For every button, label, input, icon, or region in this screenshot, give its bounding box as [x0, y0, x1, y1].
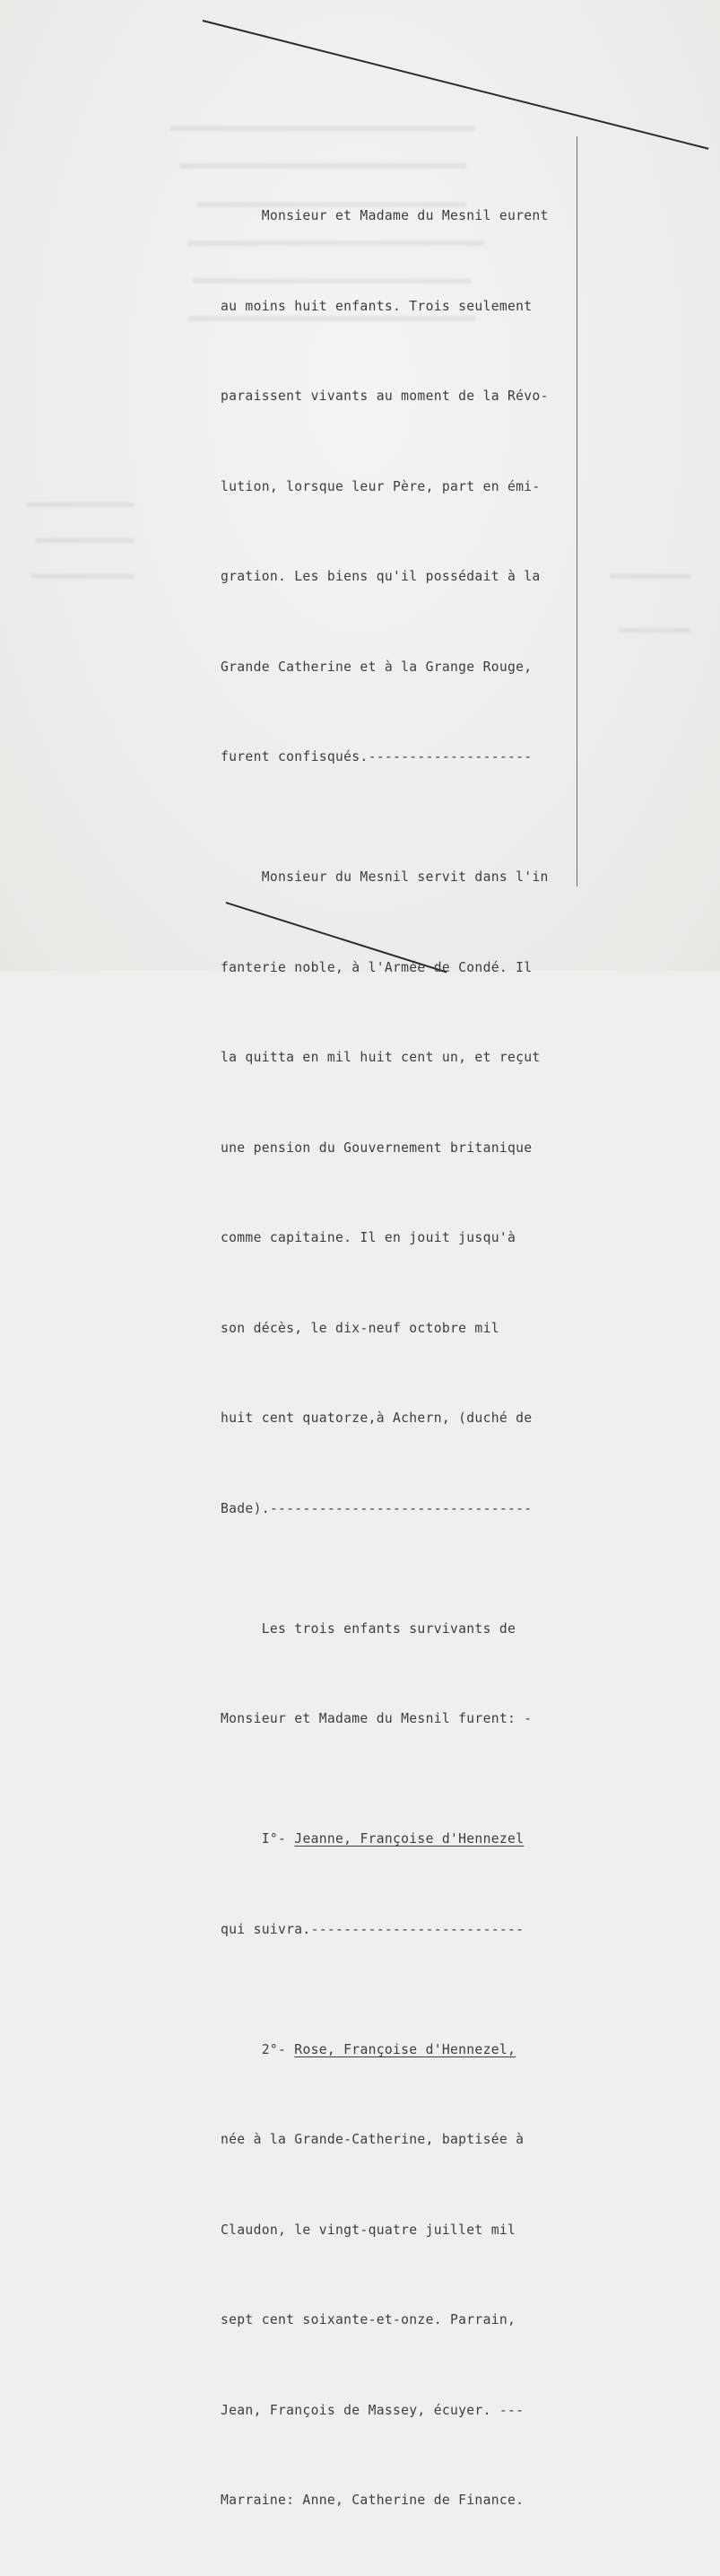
child-1-heading [221, 1824, 597, 1855]
text-line: fanterie noble, à l'Armée de Condé. Il [221, 959, 533, 975]
text-line: sept cent soixante-et-onze. Parrain, [221, 2312, 516, 2327]
text-line: Grande Catherine et à la Grange Rouge, [221, 659, 533, 675]
text-line: Monsieur et Madame du Mesnil eurent [221, 208, 549, 223]
child-2-number: 2°- [221, 2041, 295, 2057]
text-line: au moins huit enfants. Trois seulement [221, 298, 533, 314]
text-line: huit cent quatorze,à Achern, (duché de [221, 1410, 533, 1426]
text-line: la quitta en mil huit cent un, et reçut [221, 1050, 541, 1065]
text-line: née à la Grande-Catherine, baptisée à [221, 2132, 525, 2147]
text-line: Marraine: Anne, Catherine de Finance. [221, 2493, 525, 2508]
typed-text-block [221, 141, 597, 2576]
text-line: furent confisqués.-------------------- [221, 749, 533, 764]
text-line: une pension du Gouvernement britanique [221, 1140, 533, 1156]
text-line: qui suivra.-------------------------- [221, 1921, 525, 1937]
text-line: lution, lorsque leur Père, part en émi- [221, 478, 541, 494]
text-line: Claudon, le vingt-quatre juillet mil [221, 2222, 516, 2238]
text-line: Monsieur du Mesnil servit dans l'in [221, 869, 549, 885]
text-line: Bade).-------------------------------- [221, 1500, 533, 1516]
text-line: paraissent vivants au moment de la Révo- [221, 389, 549, 404]
text-line: gration. Les biens qu'il possédait à la [221, 569, 541, 584]
text-line: Les trois enfants survivants de [221, 1620, 516, 1637]
child-2-name: Rose, Françoise d'Hennezel, [294, 2041, 516, 2057]
child-1-name: Jeanne, Françoise d'Hennezel [294, 1831, 525, 1847]
text-line: son décès, le dix-neuf octobre mil [221, 1320, 499, 1336]
child-1-number: I°- [221, 1831, 295, 1847]
text-line: Monsieur et Madame du Mesnil furent: - [221, 1711, 533, 1726]
child-2-heading [221, 2035, 597, 2065]
text-line: Jean, François de Massey, écuyer. --- [221, 2402, 525, 2418]
text-line: comme capitaine. Il en jouit jusqu'à [221, 1230, 516, 1245]
